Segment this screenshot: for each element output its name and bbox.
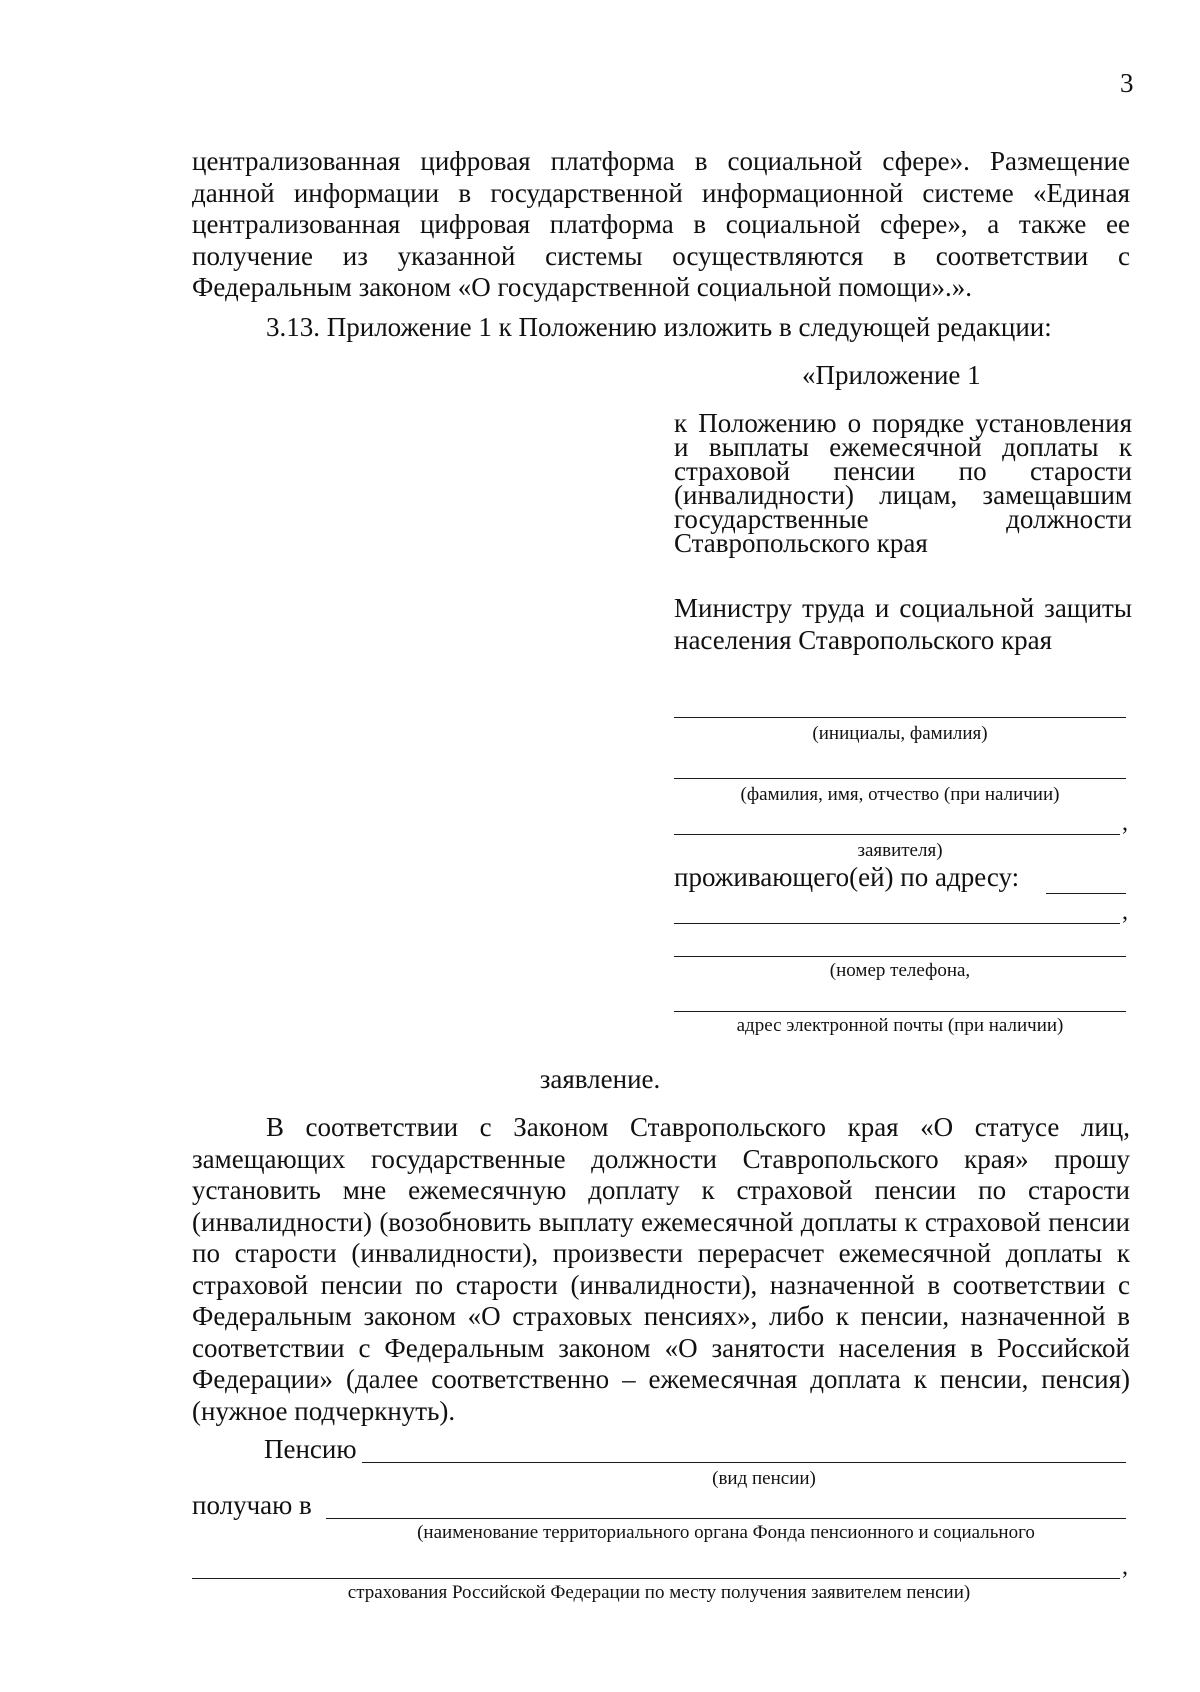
initials-line[interactable] <box>674 717 1126 718</box>
phone-caption: (номер телефона, <box>829 960 971 981</box>
statement-title: заявление. <box>539 1064 661 1094</box>
initials-caption: (инициалы, фамилия) <box>812 723 988 744</box>
email-line[interactable] <box>674 1011 1126 1012</box>
applicant-caption: заявителя) <box>857 840 943 861</box>
residing-label: проживающего(ей) по адресу: <box>674 862 1020 892</box>
email-caption: адрес электронной почты (при наличии) <box>736 1015 1064 1036</box>
addressee: Министру труда и социальной защиты населения Ставропольского края <box>674 593 1132 655</box>
fund-caption-line2: страхования Российской Федерации по месту получения заявителем пенсии) <box>347 1582 971 1603</box>
address-line-1[interactable] <box>1046 893 1126 894</box>
address-comma: , <box>1122 899 1128 925</box>
appendix-subtitle: к Положению о порядке установления и выплаты ежемесячной доплаты к страховой пенсии по старости (инвалидности) лицам, замещавшим государственные должности Ставропольского края <box>674 408 1132 558</box>
statement-body: В соответствии с Законом Ставропольского края «О статусе лиц, замещающих государственные должности Ставропольского края» прошу установить мне ежемесячную доплату к страховой пенсии по старости (инвалидности) (возобновить выплату ежемесячной доплаты к страховой пенсии по старости (инвалидности), произвести перерасчет ежемесячной доплаты к страховой пенсии по старости (инвалидности), назначенной в соответствии с Федеральным законом «О страховых пенсиях», либо к пенсии, назначенной в соответствии с Федеральным законом «О занятости населения в Российской Федерации» (далее соответственно – ежемесячная доплата к пенсии, пенсия) (нужное подчеркнуть). <box>192 1112 1130 1426</box>
full-name-line[interactable] <box>674 778 1126 779</box>
page-number: 3 <box>1120 68 1134 98</box>
applicant-line[interactable] <box>674 834 1120 835</box>
fund-line[interactable] <box>326 1518 1126 1519</box>
pension-type-caption: (вид пенсии) <box>712 1468 816 1489</box>
item-3-13: 3.13. Приложение 1 к Положению изложить в следующей редакции: <box>266 312 1052 342</box>
appendix-heading: «Приложение 1 <box>802 360 981 390</box>
intro-paragraph: централизованная цифровая платформа в социальной сфере». Размещение данной информации в государственной информационной системе «Единая централизованная цифровая платформа в социальной сфере», а также ее получение из указанной системы осуществляются в соответствии с Федеральным законом «О государственной социальной помощи».». <box>192 146 1130 302</box>
fund-caption-line1: (наименование территориального органа Фонда пенсионного и социального <box>417 1522 1035 1543</box>
phone-line[interactable] <box>674 956 1126 957</box>
applicant-comma: , <box>1122 810 1128 836</box>
fund-comma: , <box>1122 1554 1128 1580</box>
full-name-caption: (фамилия, имя, отчество (при наличии) <box>740 784 1060 805</box>
receive-label: получаю в <box>192 1490 312 1520</box>
pension-label: Пенсию <box>264 1434 357 1464</box>
pension-type-line[interactable] <box>362 1462 1126 1463</box>
address-line-2[interactable] <box>674 923 1120 924</box>
fund-line-2[interactable] <box>192 1578 1120 1579</box>
